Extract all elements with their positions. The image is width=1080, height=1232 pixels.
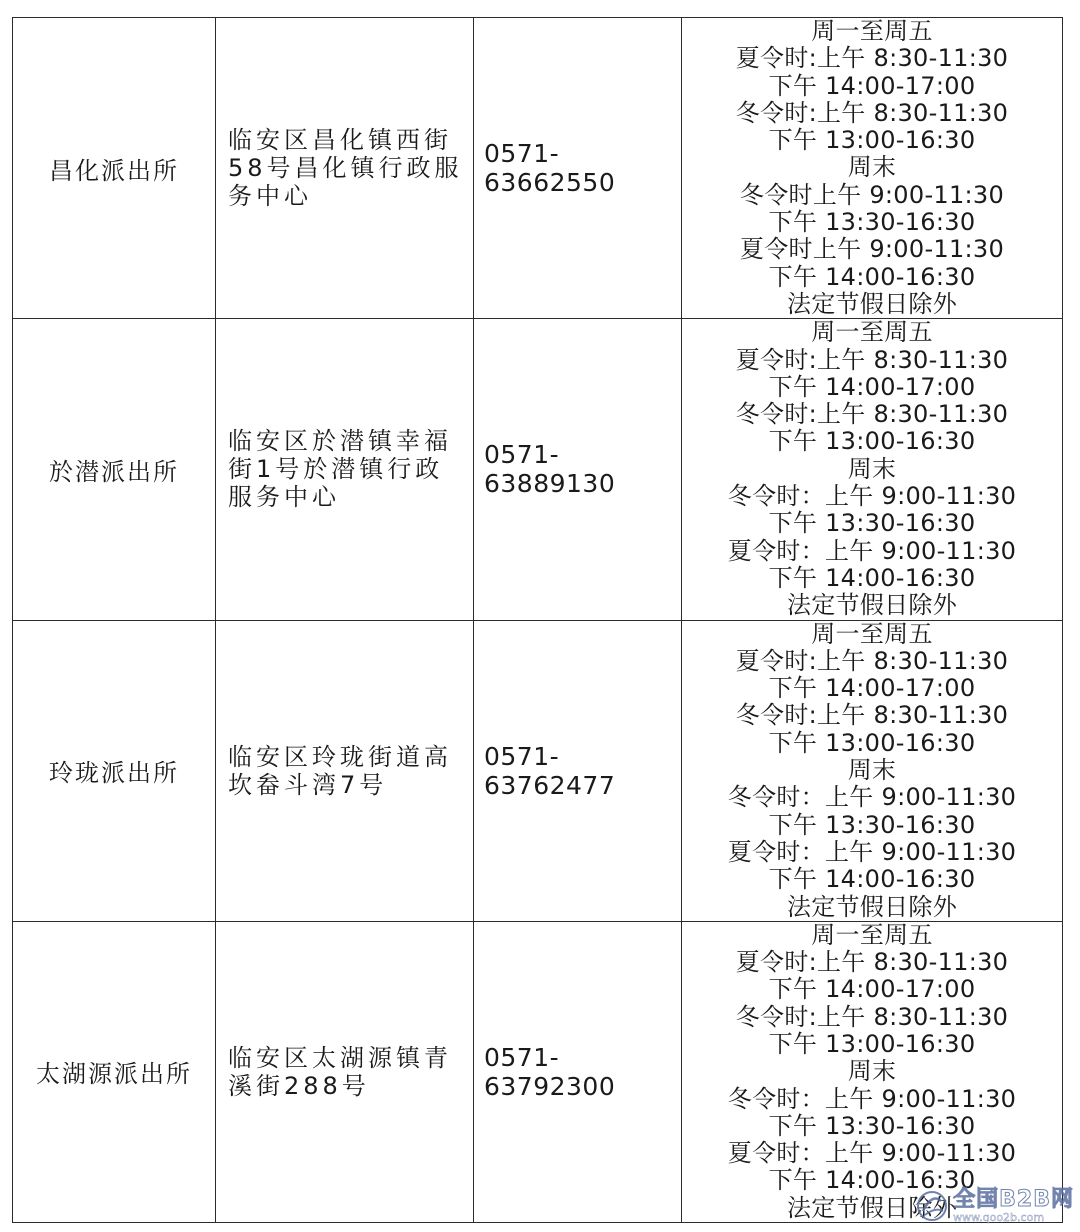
table-row [13, 921, 1063, 1222]
hours-line: 夏令时:上午 8:30-11:30 [735, 345, 1009, 374]
hours-line: 下午 13:00-16:30 [768, 126, 976, 155]
station-name-cell: 太湖源派出所 [13, 921, 216, 1222]
hours-line: 夏令时：上午 9:00-11:30 [727, 1139, 1017, 1168]
station-name-cell: 於潜派出所 [13, 319, 216, 620]
hours-line: 法定节假日除外 [786, 591, 958, 620]
table-row [13, 18, 1063, 319]
hours-line: 下午 14:00-17:00 [768, 71, 976, 100]
hours-line: 冬令时:上午 8:30-11:30 [735, 1002, 1009, 1031]
hours-line: 下午 13:30-16:30 [768, 1111, 976, 1140]
hours-line: 周一至周五 [811, 17, 933, 45]
hours-line: 周一至周五 [811, 619, 933, 648]
hours-line: 夏令时上午 9:00-11:30 [739, 235, 1005, 264]
station-hours-cell [682, 319, 1063, 620]
station-phone-cell: 0571-63889130 [474, 319, 682, 620]
table-body [13, 18, 1063, 1223]
station-phone-cell: 0571-63662550 [474, 18, 682, 319]
hours-line: 周末 [847, 454, 897, 483]
station-name-cell: 昌化派出所 [13, 18, 216, 319]
hours-line: 冬令时:上午 8:30-11:30 [735, 98, 1009, 127]
hours-line: 下午 13:00-16:30 [768, 728, 976, 757]
station-name-cell: 玲珑派出所 [13, 620, 216, 921]
watermark-url-text: www.qoo2b.com [953, 1211, 1045, 1224]
hours-line: 法定节假日除外 [786, 892, 958, 921]
hours-line: 下午 13:30-16:30 [768, 509, 976, 538]
hours-line: 下午 14:00-17:00 [768, 372, 976, 401]
watermark [915, 1188, 1074, 1224]
station-hours-cell [682, 921, 1063, 1222]
station-phone-cell: 0571-63792300 [474, 921, 682, 1222]
station-hours-cell [682, 18, 1063, 319]
table-row [13, 319, 1063, 620]
hours-line: 冬令时:上午 8:30-11:30 [735, 400, 1009, 429]
hours-line: 冬令时:上午 8:30-11:30 [735, 701, 1009, 730]
hours-line: 下午 14:00-17:00 [768, 674, 976, 703]
hours-line: 下午 14:00-16:30 [768, 1166, 976, 1195]
station-phone-cell: 0571-63762477 [474, 620, 682, 921]
hours-line: 周一至周五 [811, 318, 933, 347]
hours-line: 下午 14:00-16:30 [768, 563, 976, 592]
hours-line: 夏令时:上午 8:30-11:30 [735, 646, 1009, 675]
hours-line: 夏令时:上午 8:30-11:30 [735, 44, 1009, 73]
hours-line: 周末 [847, 153, 897, 182]
station-hours-cell [682, 620, 1063, 921]
hours-line: 下午 14:00-16:30 [768, 865, 976, 894]
hours-line: 周末 [847, 756, 897, 785]
police-station-table [12, 17, 1063, 1223]
hours-line: 夏令时：上午 9:00-11:30 [727, 837, 1017, 866]
hours-line: 下午 14:00-17:00 [768, 975, 976, 1004]
hours-line: 周一至周五 [811, 920, 933, 949]
hours-line: 冬令时：上午 9:00-11:30 [727, 482, 1017, 511]
hours-line: 下午 13:30-16:30 [768, 810, 976, 839]
hours-line: 周末 [847, 1057, 897, 1086]
watermark-main-text: 全国B2B网 [953, 1187, 1074, 1212]
hours-line: 冬令时：上午 9:00-11:30 [727, 1084, 1017, 1113]
hours-line: 下午 13:00-16:30 [768, 1029, 976, 1058]
hours-line: 下午 14:00-16:30 [768, 262, 976, 291]
hours-line: 冬令时上午 9:00-11:30 [739, 180, 1005, 209]
hours-line: 冬令时：上午 9:00-11:30 [727, 783, 1017, 812]
station-address-cell: 临安区昌化镇西街58号昌化镇行政服务中心 [216, 18, 474, 319]
hours-line: 法定节假日除外 [786, 289, 958, 318]
table-row [13, 620, 1063, 921]
station-address-cell: 临安区玲珑街道高坎畚斗湾7号 [216, 620, 474, 921]
hours-line: 下午 13:00-16:30 [768, 427, 976, 456]
hours-line: 法定节假日除外 [786, 1193, 958, 1222]
hours-line: 夏令时:上午 8:30-11:30 [735, 948, 1009, 977]
hours-line: 夏令时：上午 9:00-11:30 [727, 536, 1017, 565]
watermark-text [953, 1188, 1074, 1224]
hours-line: 下午 13:30-16:30 [768, 208, 976, 237]
station-address-cell: 临安区於潜镇幸福街1号於潜镇行政服务中心 [216, 319, 474, 620]
b2b-logo-icon [915, 1189, 949, 1223]
station-address-cell: 临安区太湖源镇青溪街288号 [216, 921, 474, 1222]
